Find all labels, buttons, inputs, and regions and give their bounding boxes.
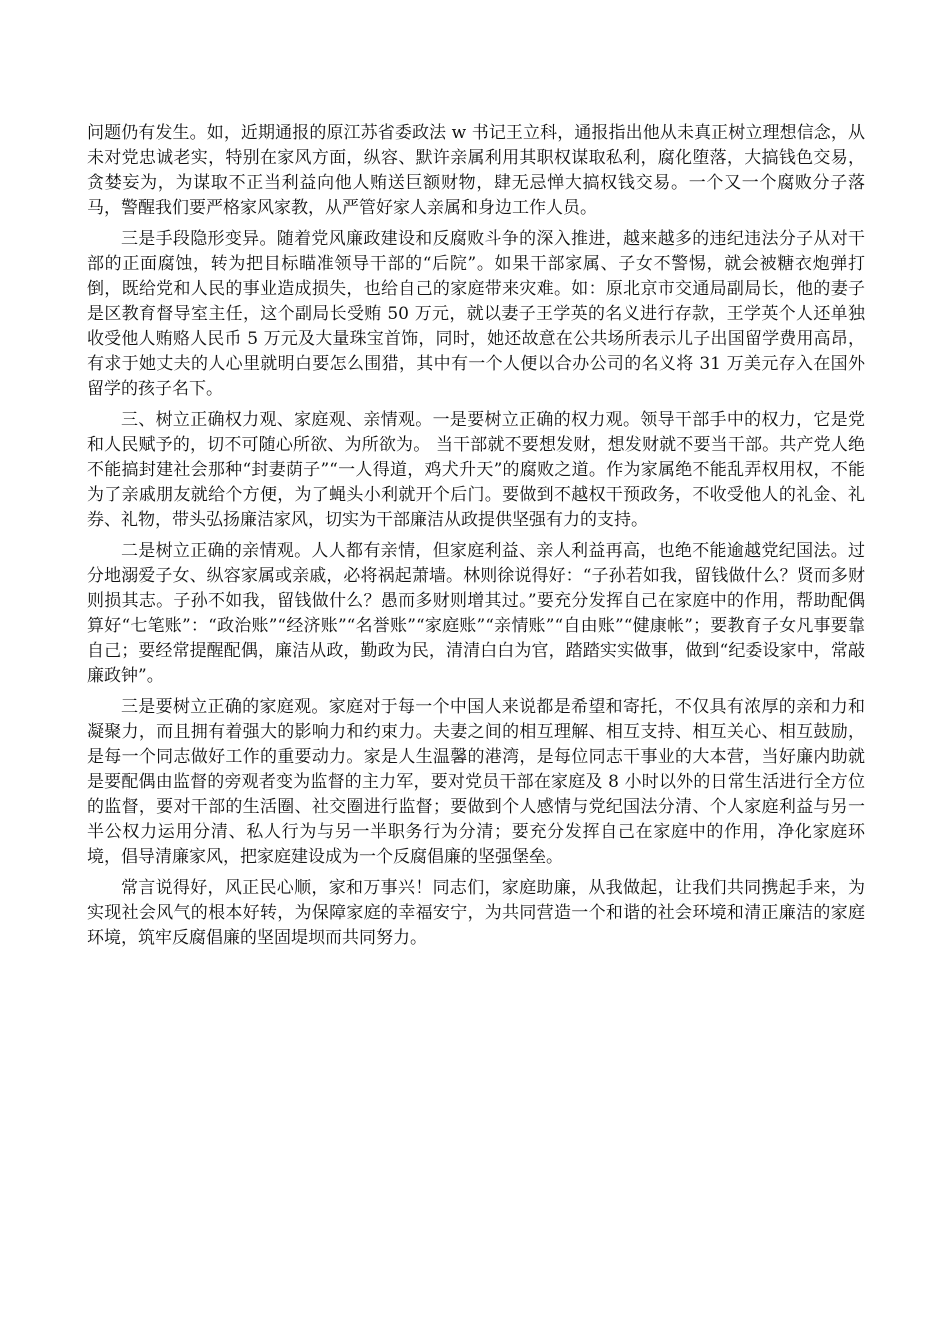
- paragraph-continuation: 问题仍有发生。如，近期通报的原江苏省委政法 w 书记王立科，通报指出他从未真正树立理想信念，从未对党忠诚老实，特别在家风方面，纵容、默许亲属利用其职权谋取私利，腐化堕落，大搞钱色交易，贪婪妄为，为谋取不正当利益向他人贿送巨额财物，肆无忌惮大搞权钱交易。一个又一个腐败分子落马，警醒我们要严格家风家教，从严管好家人亲属和身边工作人员。: [87, 123, 865, 218]
- paragraph-closing: 常言说得好，风正民心顺，家和万事兴！同志们，家庭助廉，从我做起，让我们共同携起手来，为实现社会风气的根本好转，为保障家庭的幸福安宁，为共同营造一个和谐的社会环境和清正廉洁的家庭环境，筑牢反腐倡廉的坚固堤坝而共同努力。: [87, 878, 865, 948]
- paragraph-family-view: 三是要树立正确的家庭观。家庭对于每一个中国人来说都是希望和寄托，不仅具有浓厚的亲和力和凝聚力，而且拥有着强大的影响力和约束力。夫妻之间的相互理解、相互支持、相互关心、相互鼓励，是每一个同志做好工作的重要动力。家是人生温馨的港湾，是每位同志干事业的大本营，当好廉内助就是要配偶由监督的旁观者变为监督的主力军，要对党员干部在家庭及 8 小时以外的日常生活进行全方位的监督，要对干部的生活圈、社交圈进行监督；要做到个人感情与党纪国法分清、个人家庭利益与另一半公权力运用分清、私人行为与另一半职务行为分清；要充分发挥自己在家庭中的作用，净化家庭环境，倡导清廉家风，把家庭建设成为一个反腐倡廉的坚强堡垒。: [87, 697, 865, 867]
- paragraph-concealed-methods: 三是手段隐形变异。随着党风廉政建设和反腐败斗争的深入推进，越来越多的违纪违法分子从对干部的正面腐蚀，转为把目标瞄准领导干部的“后院”。如果干部家属、子女不警惕，就会被糖衣炮弹打倒，既给党和人民的事业造成损失，也给自己的家庭带来灾难。如：原北京市交通局副局长，他的妻子是区教育督导室主任，这个副局长受贿 50 万元，就以妻子王学英的名义进行存款，王学英个人还单独收受他人贿赂人民币 5 万元及大量珠宝首饰，同时，她还故意在公共场所表示儿子出国留学费用高昂，有求于她丈夫的人心里就明白要怎么围猎，其中有一个人便以合办公司的名义将 31 万美元存入在国外留学的孩子名下。: [87, 229, 865, 399]
- paragraph-power-view: 三、树立正确权力观、家庭观、亲情观。一是要树立正确的权力观。领导干部手中的权力，它是党和人民赋予的，切不可随心所欲、为所欲为。 当干部就不要想发财，想发财就不要当干部。共产党人绝不能搞封建社会那种“封妻荫子”“一人得道，鸡犬升天”的腐败之道。作为家属绝不能乱弄权用权，不能为了亲戚朋友就给个方便，为了蝇头小利就开个后门。要做到不越权干预政务，不收受他人的礼金、礼券、礼物，带头弘扬廉洁家风，切实为干部廉洁从政提供坚强有力的支持。: [87, 410, 865, 530]
- document-body: [87, 121, 865, 957]
- paragraph-kinship-view: 二是树立正确的亲情观。人人都有亲情，但家庭利益、亲人利益再高，也绝不能逾越党纪国法。过分地溺爱子女、纵容家属或亲戚，必将祸起萧墙。林则徐说得好：“子孙若如我，留钱做什么？贤而多财则损其志。子孙不如我，留钱做什么？愚而多财则增其过。”要充分发挥自己在家庭中的作用，帮助配偶算好“七笔账”：“政治账”“经济账”“名誉账”“家庭账”“亲情账”“自由账”“健康帐”；要教育子女凡事要靠自己；要经常提醒配偶，廉洁从政，勤政为民，清清白白为官，踏踏实实做事，做到“纪委设家中，常敲廉政钟”。: [87, 541, 865, 686]
